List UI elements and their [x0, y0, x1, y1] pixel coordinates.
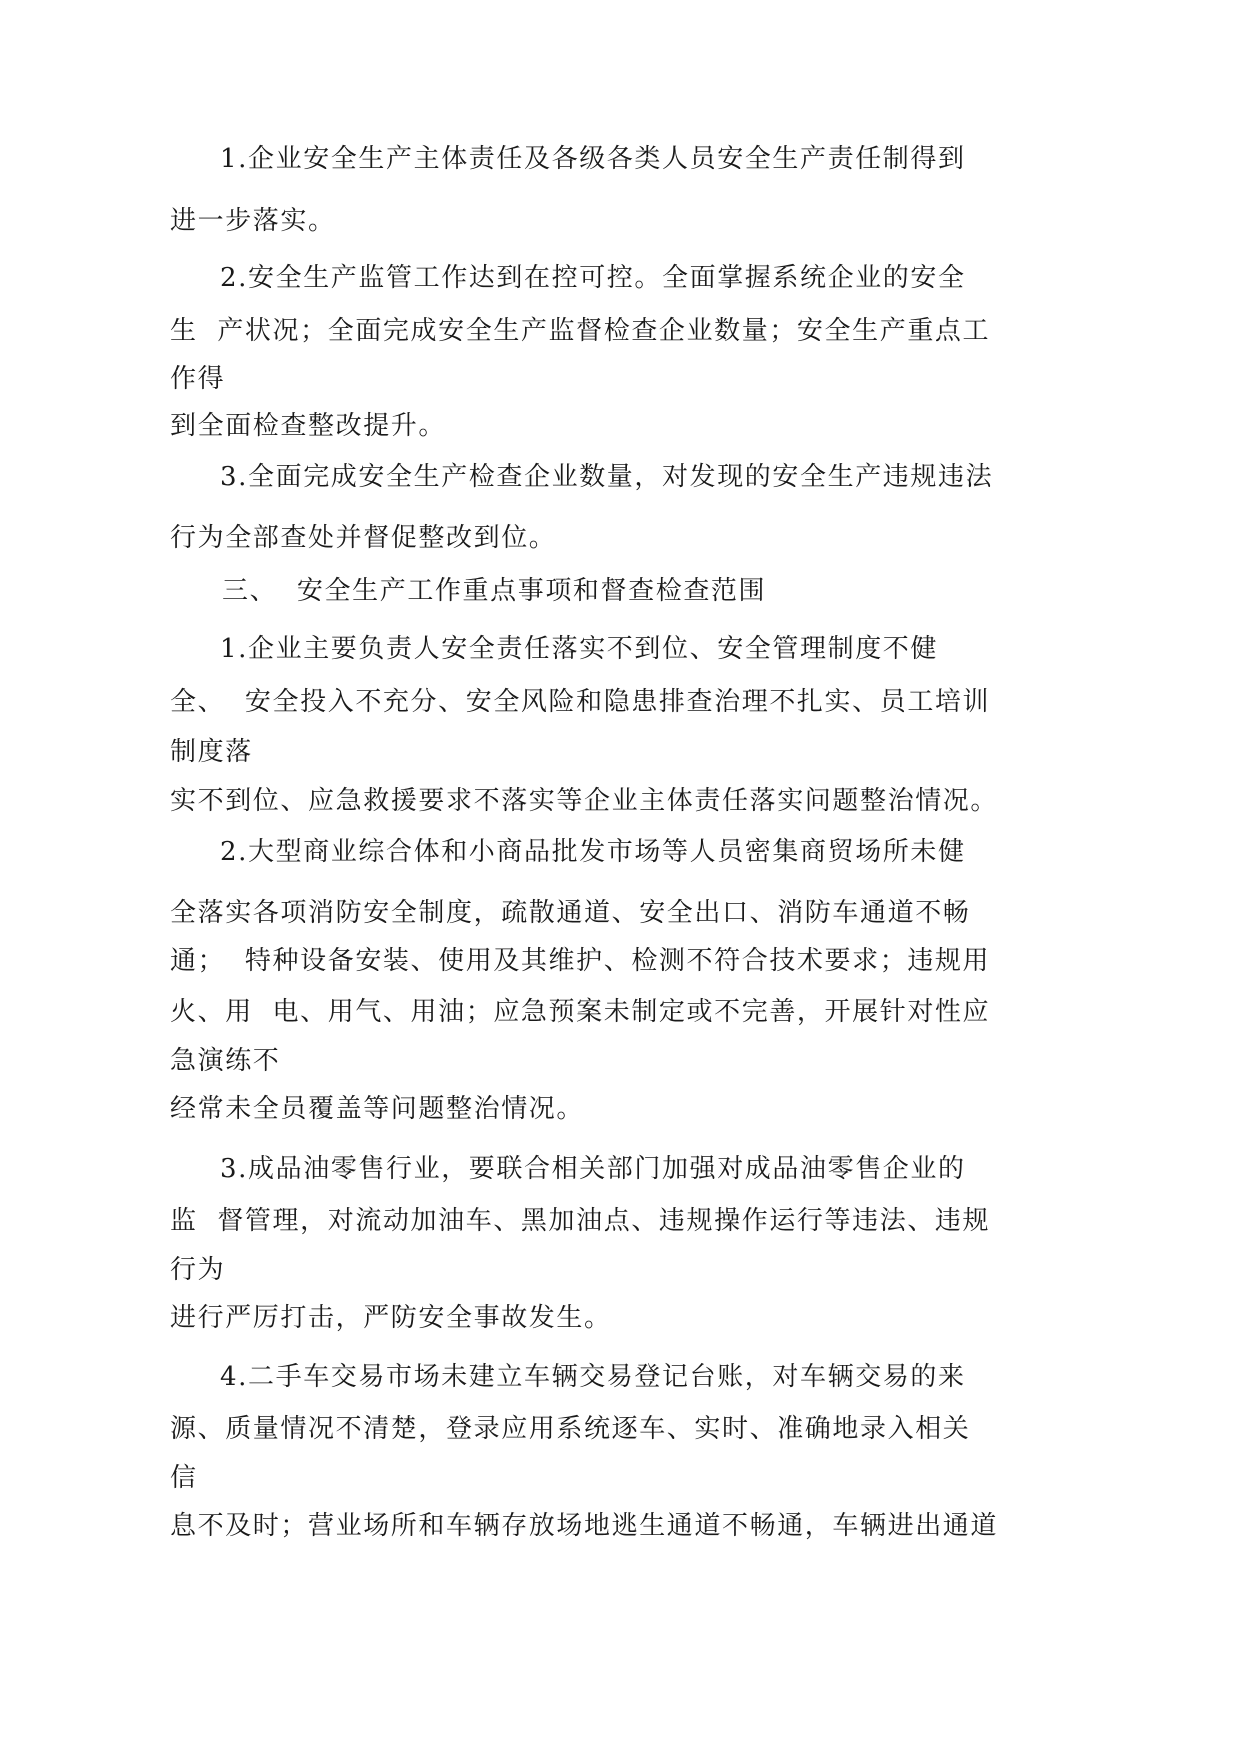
text-line: 2.安全生产监管工作达到在控可控。全面掌握系统企业的安全 [220, 263, 966, 293]
text-line: 全落实各项消防安全制度，疏散通道、安全出口、消防车通道不畅 [170, 898, 971, 928]
text-line: 行为 [170, 1255, 226, 1285]
text-line: 监 督管理，对流动加油车、黑加油点、违规操作运行等违法、违规 [170, 1206, 991, 1236]
text-line: 息不及时；营业场所和车辆存放场地逃生通道不畅通，车辆进出通道 [170, 1511, 999, 1541]
text-line: 2.大型商业综合体和小商品批发市场等人员密集商贸场所未健 [220, 837, 966, 867]
text-line: 全、 安全投入不充分、安全风险和隐患排查治理不扎实、员工培训 [170, 687, 991, 717]
text-line: 进一步落实。 [170, 206, 336, 236]
text-line: 1.企业主要负责人安全责任落实不到位、安全管理制度不健 [220, 634, 939, 664]
text-line: 4.二手车交易市场未建立车辆交易登记台账，对车辆交易的来 [220, 1362, 966, 1392]
text-line: 到全面检查整改提升。 [170, 411, 447, 441]
text-line: 经常未全员覆盖等问题整治情况。 [170, 1094, 585, 1124]
text-line: 火、用 电、用气、用油；应急预案未制定或不完善，开展针对性应 [170, 997, 991, 1027]
text-line: 进行严厉打击，严防安全事故发生。 [170, 1303, 612, 1333]
text-line: 作得 [170, 364, 226, 394]
text-line: 1.企业安全生产主体责任及各级各类人员安全生产责任制得到 [220, 144, 966, 174]
text-line: 3.全面完成安全生产检查企业数量，对发现的安全生产违规违法 [220, 462, 994, 492]
text-line: 源、质量情况不清楚，登录应用系统逐车、实时、准确地录入相关 [170, 1414, 971, 1444]
text-line: 急演练不 [170, 1046, 281, 1076]
text-line: 实不到位、应急救援要求不落实等企业主体责任落实问题整治情况。 [170, 786, 999, 816]
section-heading: 三、 安全生产工作重点事项和督查检查范围 [222, 576, 767, 606]
text-line: 信 [170, 1463, 198, 1493]
text-line: 通； 特种设备安装、使用及其维护、检测不符合技术要求；违规用 [170, 946, 991, 976]
text-line: 3.成品油零售行业，要联合相关部门加强对成品油零售企业的 [220, 1154, 966, 1184]
text-line: 制度落 [170, 737, 253, 767]
text-line: 行为全部查处并督促整改到位。 [170, 523, 557, 553]
text-line: 生 产状况；全面完成安全生产监督检查企业数量；安全生产重点工 [170, 316, 991, 346]
